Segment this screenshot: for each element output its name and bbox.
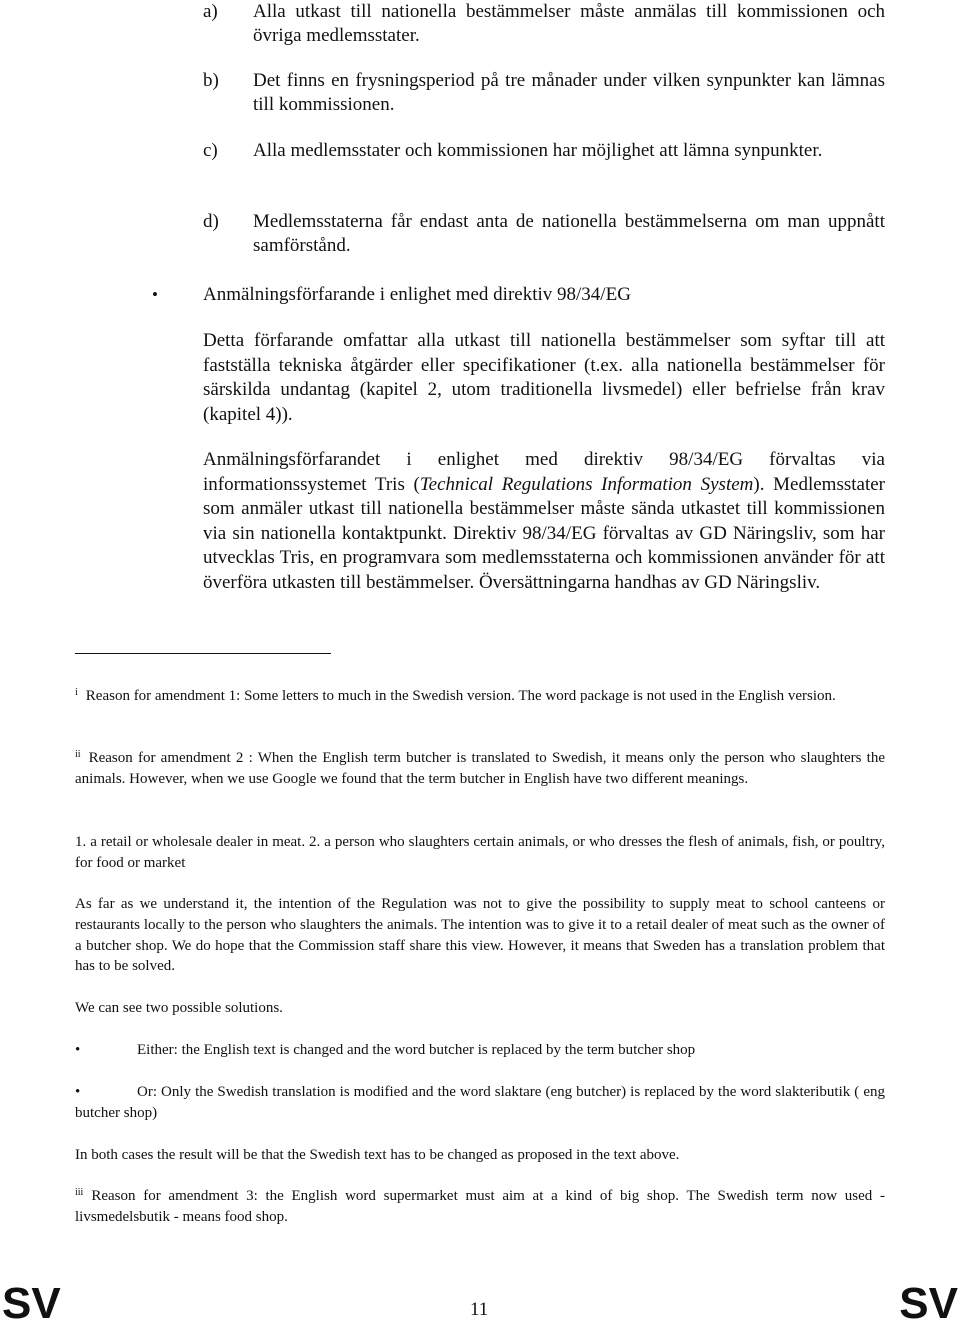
footnote-2-or-text: Or: Only the Swedish translation is modified and the word slaktare (eng butcher) is replaced by the word slakteributik ( eng butcher shop): [75, 1084, 885, 1121]
list-item-c: Alla medlemsstater och kommissionen har möjlighet att lämna synpunkter.: [253, 140, 823, 161]
footnote-2-both: In both cases the result will be that the Swedish text has to be changed as proposed in the text above.: [75, 1147, 680, 1163]
list-item-a: Alla utkast till nationella bestämmelser måste anmälas till kommissionen och övriga medlemsstater.: [253, 1, 885, 46]
footnote-1-text: Reason for amendment 1: Some letters to much in the Swedish version. The word package is not used in the English version.: [85, 688, 836, 704]
footnote-3-text: Reason for amendment 3: the English word supermarket must aim at a kind of big shop. The Swedish term now used - livsmedelsbutik - means food shop.: [75, 1188, 885, 1225]
footnote-separator: [75, 653, 331, 654]
footnote-2-or-bullet: •: [75, 1084, 81, 1100]
footnote-2-text: Reason for amendment 2 : When the English term butcher is translated to Swedish, it means only the person who slaughters the animals. However, when we use Google we found that the term butcher in English have two different meanings.: [75, 750, 885, 787]
list-item-b: Det finns en frysningsperiod på tre månader under vilken synpunkter kan lämnas till kommissionen.: [253, 70, 885, 115]
footnote-2-either-bullet: •: [75, 1042, 81, 1058]
list-letter-c: c): [203, 140, 218, 161]
footnote-2-definitions: 1. a retail or wholesale dealer in meat. 2. a person who slaughters certain animals, or who dresses the flesh of animals, fish, or poultry, for food or market: [75, 834, 885, 871]
footnote-1: [75, 686, 885, 707]
list-letter-a: a): [203, 1, 218, 22]
footer-language-left: SV: [2, 1279, 61, 1328]
list-item-d: Medlemsstaterna får endast anta de nationella bestämmelserna om man uppnått samförstånd.: [253, 211, 885, 256]
footnote-2-either: [75, 1040, 885, 1061]
footer-language-right: SV: [899, 1279, 958, 1328]
paragraph-tris-part1: Anmälningsförfarandet i enlighet med direktiv 98/34/EG förvaltas via informationssystemet Tris (: [203, 449, 885, 495]
footnote-2-understanding: As far as we understand it, the intention of the Regulation was not to give the possibility to supply meat to school canteens or restaurants locally to the person who slaughters the animals. The intention was to give it to a retail dealer of meat such as the owner of a butcher shop. We do hope that the Commission staff share this view. However, it means that Sweden has a translation problem that has to be solved.: [75, 896, 885, 975]
footnote-2-either-text: Either: the English text is changed and the word butcher is replaced by the term butcher shop: [137, 1042, 696, 1058]
footnote-2-or: [75, 1082, 885, 1124]
paragraph-tris-italic: Technical Regulations Information System: [419, 473, 754, 495]
list-letter-d: d): [203, 211, 219, 232]
footnote-2-solutions: We can see two possible solutions.: [75, 1000, 283, 1016]
paragraph-tris-part2: ). Medlemsstater som anmäler utkast till nationella bestämmelser måste sända utkastet till kommissionen via sin nationella kontaktpunkt. Direktiv 98/34/EG förvaltas av GD Näringsliv, som har utvecklas Tris, en programvara som medlemsstaterna och kommissionen använder för att överföra utkasten till bestämmelser. Översättningarna handhas av GD Näringsliv.: [203, 473, 885, 593]
paragraph-scope: Detta förfarande omfattar alla utkast till nationella bestämmelser som syftar till att fastställa tekniska åtgärder eller specifikationer (t.ex. alla nationella bestämmelser för särskilda undantag (kapitel 2, utom traditionella livsmedel) eller befrielse från krav (kapitel 4)).: [203, 330, 885, 425]
footnote-2: [75, 748, 885, 790]
footnote-3: [75, 1186, 885, 1228]
section-bullet: •: [152, 285, 158, 304]
footnote-2-mark: ii: [75, 749, 81, 760]
page-number: 11: [470, 1299, 489, 1320]
footnote-3-mark: iii: [75, 1187, 84, 1198]
paragraph-tris: [203, 448, 885, 595]
section-heading: Anmälningsförfarande i enlighet med direktiv 98/34/EG: [203, 284, 631, 305]
footnote-1-mark: i: [75, 687, 78, 698]
list-letter-b: b): [203, 70, 219, 91]
